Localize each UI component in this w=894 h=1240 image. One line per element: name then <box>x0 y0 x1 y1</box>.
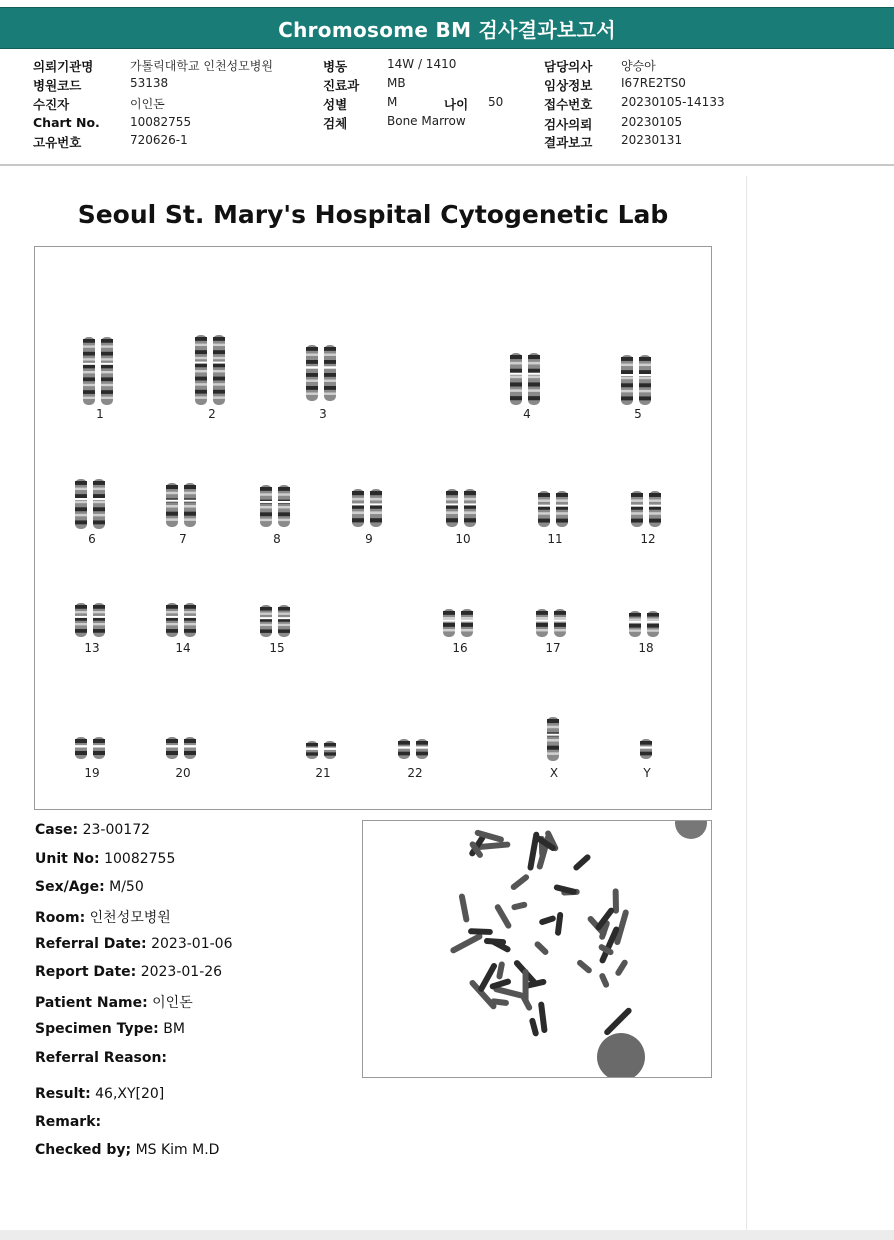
report-title-bar <box>0 7 894 49</box>
receipt-label: 접수번호 <box>544 97 593 112</box>
specimen-type-row <box>35 1021 185 1037</box>
doctor-value: 양승아 <box>621 59 656 73</box>
chromosome-label-14: 14 <box>175 641 191 655</box>
bottom-scroll-strip <box>0 1230 894 1240</box>
metaphase-chromosome <box>538 915 556 926</box>
result-row <box>35 1086 164 1102</box>
unit-label: Unit No: <box>35 851 100 867</box>
metaphase-chromosome <box>458 893 469 923</box>
checked-label: Checked by; <box>35 1142 132 1158</box>
info-divider <box>0 164 894 166</box>
chart-no-value: 10082755 <box>130 115 192 129</box>
metaphase-chromosome <box>614 959 629 977</box>
metaphase-chromosome <box>511 901 528 910</box>
chromosome-label-16: 16 <box>452 641 468 655</box>
lab-title: Seoul St. Mary's Hospital Cytogenetic Lab <box>77 200 669 229</box>
request-value: 20230105 <box>621 115 683 129</box>
patient-info-block <box>0 55 894 155</box>
metaphase-chromosome <box>496 961 505 980</box>
chromosome-pair-1 <box>81 335 119 407</box>
chromosome-label-Y: Y <box>643 766 651 780</box>
metaphase-image <box>362 820 712 1078</box>
chromosome-label-17: 17 <box>545 641 561 655</box>
chart-no-label: Chart No. <box>33 115 100 130</box>
ward-label: 병동 <box>323 59 348 74</box>
referral-date-label: Referral Date: <box>35 936 147 952</box>
chromosome-label-21: 21 <box>315 766 331 780</box>
checked-row <box>35 1142 219 1158</box>
chromosome-label-22: 22 <box>407 766 423 780</box>
sex-value: M <box>387 95 398 109</box>
chromosome-pair-22 <box>396 737 434 761</box>
request-label: 검사의뢰 <box>544 117 593 132</box>
nucleus-blob <box>675 821 707 839</box>
chromosome-label-2: 2 <box>208 407 216 421</box>
patient-row <box>35 992 193 1012</box>
unit-value: 10082755 <box>104 851 176 867</box>
patient-value: 이인돈 <box>152 995 193 1011</box>
referral-date-row <box>35 936 232 952</box>
chromosome-label-19: 19 <box>84 766 100 780</box>
patient-label: Patient Name: <box>35 995 148 1011</box>
metaphase-chromosome <box>529 1017 540 1037</box>
metaphase-chromosome <box>533 940 549 956</box>
result-value: 46,XY[20] <box>95 1086 165 1102</box>
ward-value: 14W / 1410 <box>387 57 457 71</box>
remark-row <box>35 1114 101 1130</box>
chromosome-pair-2 <box>193 333 231 407</box>
unique-no-value: 720626-1 <box>130 133 188 147</box>
metaphase-chromosome <box>538 1001 548 1033</box>
report-title: Chromosome BM 검사결과보고서 <box>278 17 616 42</box>
metaphase-spread <box>363 821 711 1077</box>
specimen-label: 검체 <box>323 116 348 131</box>
metaphase-chromosome <box>468 928 493 935</box>
referral-date-value: 2023-01-06 <box>151 936 233 952</box>
karyogram-panel <box>34 246 712 810</box>
metaphase-chromosome <box>510 873 531 891</box>
metaphase-chromosome <box>484 938 507 946</box>
room-label: Room: <box>35 910 86 926</box>
specimen-value: Bone Marrow <box>387 114 466 128</box>
chromosome-pair-4 <box>508 351 546 407</box>
result-report-label: 결과보고 <box>544 135 593 150</box>
chromosome-pair-6 <box>73 477 111 531</box>
chromosome-label-15: 15 <box>269 641 285 655</box>
chromosome-pair-18 <box>627 609 665 639</box>
metaphase-chromosome <box>572 853 592 872</box>
chromosome-label-5: 5 <box>634 407 642 421</box>
receipt-value: 20230105-14133 <box>621 95 725 109</box>
chromosome-label-10: 10 <box>455 532 471 546</box>
chromosome-pair-20 <box>164 735 202 761</box>
report-date-label: Report Date: <box>35 964 137 980</box>
case-row <box>35 822 150 838</box>
chromosome-label-9: 9 <box>365 532 373 546</box>
chromosome-pair-11 <box>536 489 574 529</box>
clinical-label: 임상정보 <box>544 78 593 93</box>
chromosome-pair-Y <box>638 737 656 761</box>
chromosome-pair-5 <box>619 353 657 407</box>
referral-reason-label: Referral Reason: <box>35 1050 168 1066</box>
case-value: 23-00172 <box>82 822 151 838</box>
chromosome-label-12: 12 <box>640 532 656 546</box>
specimen-type-value: BM <box>163 1021 185 1037</box>
institution-label: 의뢰기관명 <box>33 59 94 74</box>
chromosome-label-20: 20 <box>175 766 191 780</box>
chromosome-pair-15 <box>258 603 296 639</box>
chromosome-pair-21 <box>304 739 342 761</box>
checked-value: MS Kim M.D <box>135 1142 220 1158</box>
sexage-label: Sex/Age: <box>35 879 105 895</box>
chromosome-pair-10 <box>444 487 482 529</box>
referral-reason-row <box>35 1050 167 1066</box>
chromosome-label-11: 11 <box>547 532 563 546</box>
result-report-value: 20230131 <box>621 133 683 147</box>
chromosome-label-X: X <box>549 766 559 780</box>
chromosome-pair-9 <box>350 487 388 529</box>
sexage-row <box>35 879 144 895</box>
chromosome-pair-17 <box>534 607 572 639</box>
chromosome-pair-3 <box>304 343 342 403</box>
clinical-value: I67RE2TS0 <box>621 76 686 90</box>
specimen-type-label: Specimen Type: <box>35 1021 159 1037</box>
metaphase-chromosome <box>598 972 610 988</box>
chromosome-label-13: 13 <box>84 641 100 655</box>
unit-row <box>35 851 175 867</box>
doctor-label: 담당의사 <box>544 59 593 74</box>
chromosome-label-7: 7 <box>179 532 187 546</box>
department-value: MB <box>387 76 406 90</box>
department-label: 진료과 <box>323 78 360 93</box>
chromosome-pair-16 <box>441 607 479 639</box>
hospital-code-value: 53138 <box>130 76 169 90</box>
chromosome-pair-8 <box>258 483 296 529</box>
institution-value: 가톨릭대학교 인천성모병원 <box>130 59 273 73</box>
age-label: 나이 <box>444 97 469 112</box>
chromosome-label-1: 1 <box>96 407 104 421</box>
metaphase-chromosome <box>576 959 593 975</box>
chromosome-pair-13 <box>73 601 111 639</box>
chromosome-pair-7 <box>164 481 202 529</box>
chromosome-label-3: 3 <box>319 407 327 421</box>
unique-no-label: 고유번호 <box>33 135 82 150</box>
chromosome-label-4: 4 <box>523 407 531 421</box>
metaphase-chromosome <box>494 903 513 930</box>
room-row <box>35 907 171 927</box>
chromosome-pair-12 <box>629 489 667 529</box>
examinee-value: 이인돈 <box>130 97 165 111</box>
report-date-row <box>35 964 222 980</box>
chromosome-pair-X <box>545 715 563 763</box>
chromosome-label-18: 18 <box>638 641 654 655</box>
metaphase-chromosome <box>555 912 564 936</box>
age-value: 50 <box>488 95 504 109</box>
report-date-value: 2023-01-26 <box>140 964 223 980</box>
remark-label: Remark: <box>35 1114 102 1130</box>
chromosome-label-6: 6 <box>88 532 96 546</box>
chromosome-pair-19 <box>73 735 111 761</box>
sexage-value: M/50 <box>109 879 144 895</box>
metaphase-chromosome <box>603 1006 633 1036</box>
examinee-label: 수진자 <box>33 97 70 112</box>
sex-label: 성별 <box>323 97 348 112</box>
room-value: 인천성모병원 <box>89 910 171 926</box>
nucleus-blob <box>597 1033 645 1077</box>
metaphase-chromosome <box>449 932 483 954</box>
chromosome-pair-14 <box>164 601 202 639</box>
case-label: Case: <box>35 822 79 838</box>
hospital-code-label: 병원코드 <box>33 78 82 93</box>
chromosome-label-8: 8 <box>273 532 281 546</box>
result-label: Result: <box>35 1086 91 1102</box>
